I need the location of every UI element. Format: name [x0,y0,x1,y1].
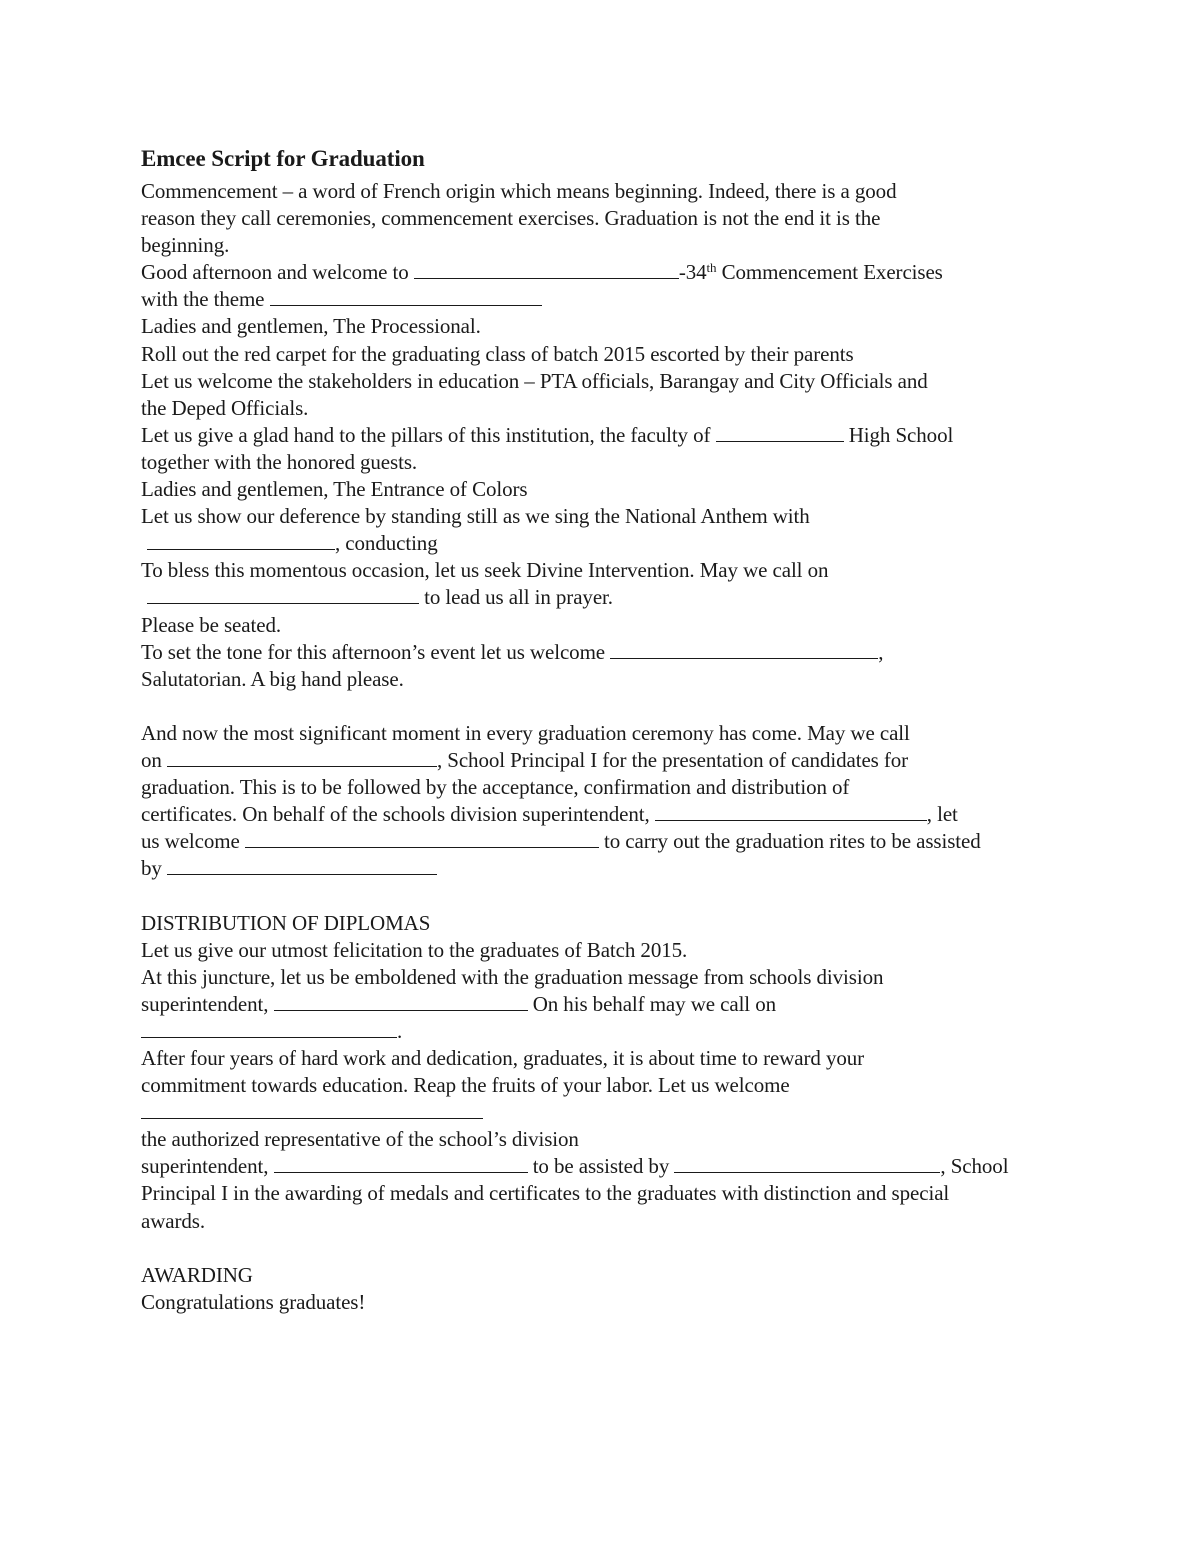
paragraph-line [141,855,1071,882]
paragraph-line [141,1153,1071,1180]
paragraph-line: After four years of hard work and dedication, graduates, it is about time to reward your [141,1046,865,1070]
fill-in-blank [141,1100,483,1119]
fill-in-blank [655,802,927,821]
paragraph-line: reason they call ceremonies, commencement exercises. Graduation is not the end it is the [141,206,881,231]
paragraph-line: beginning. [141,233,230,258]
paragraph-line: graduation. This is to be followed by the acceptance, confirmation and distribution of [141,775,850,800]
text-span: on [141,747,167,772]
fill-in-blank [674,1154,940,1173]
fill-in-blank [274,992,528,1011]
paragraph-line [141,286,1071,313]
superscript: th [706,260,717,276]
paragraph-line: Salutatorian. A big hand please. [141,666,404,691]
text-span: certificates. On behalf of the schools division superintendent, [141,802,655,827]
fill-in-blank [141,1019,397,1038]
text-span: us welcome [141,829,245,854]
paragraph-line: Let us welcome the stakeholders in education – PTA officials, Barangay and City Officials and [141,368,928,393]
document-page [141,140,1071,1316]
text-span: , School [940,1154,1009,1179]
paragraph-line: To bless this momentous occasion, let us seek Divine Intervention. May we call on [141,558,829,583]
paragraph-line: Congratulations graduates! [141,1289,366,1314]
text-span: Commencement Exercises [716,260,943,285]
paragraph-line: together with the honored guests. [141,449,418,474]
section-heading: AWARDING [141,1262,253,1287]
paragraph-line: the Deped Officials. [141,395,309,420]
fill-in-blank [270,287,542,306]
paragraph-line: Roll out the red carpet for the graduating class of batch 2015 escorted by their parents [141,341,854,366]
fill-in-blank [274,1154,528,1173]
text-span: , [878,639,884,664]
text-span: Let us give a glad hand to the pillars of this institution, the faculty of [141,422,716,447]
paragraph-line: Principal I in the awarding of medals and certificates to the graduates with distinction and special [141,1181,950,1206]
paragraph-line: Commencement – a word of French origin which means beginning. Indeed, there is a good [141,179,897,203]
fill-in-blank [610,640,878,659]
paragraph-line: Let us show our deference by standing still as we sing the National Anthem with [141,504,810,529]
fill-in-blank [716,423,844,442]
text-span: superintendent, [141,991,274,1016]
fill-in-blank [147,531,335,550]
paragraph-line [141,530,1071,557]
text-span: with the theme [141,287,270,312]
paragraph-line [141,747,1071,774]
fill-in-blank [167,748,437,767]
paragraph-line: Ladies and gentlemen, The Entrance of Colors [141,477,528,502]
text-span: , let [926,802,958,827]
fill-in-blank [414,260,679,279]
paragraph-line: And now the most significant moment in every graduation ceremony has come. May we call [141,720,910,745]
paragraph-line [141,991,1071,1018]
text-span: On his behalf may we call on [527,991,776,1016]
text-span: -34 [678,260,707,285]
text-span: to carry out the graduation rites to be assisted [598,829,981,854]
paragraph-line [141,801,1071,828]
paragraph-line [141,259,1071,286]
paragraph-spacer [141,1235,1071,1262]
text-span: Good afternoon and welcome to [141,260,414,285]
text-span: To set the tone for this afternoon’s event let us welcome [141,639,611,664]
text-span: superintendent, [141,1154,274,1179]
paragraph-line [141,1018,1071,1045]
paragraph-line [141,422,1071,449]
paragraph-line: Let us give our utmost felicitation to the graduates of Batch 2015. [141,937,688,962]
paragraph-line [141,584,1071,611]
paragraph-spacer [141,882,1071,909]
paragraph-line [141,1099,1071,1126]
document-title: Emcee Script for Graduation [141,146,425,171]
text-span: High School [843,422,954,447]
paragraph-line: the authorized representative of the school’s division [141,1127,579,1152]
paragraph-line: Please be seated. [141,612,281,637]
text-span: . [397,1018,403,1043]
fill-in-blank [245,829,599,848]
text-span: to be assisted by [527,1154,675,1179]
paragraph-line: commitment towards education. Reap the fruits of your labor. Let us welcome [141,1073,790,1098]
fill-in-blank [167,856,437,875]
paragraph-line: awards. [141,1208,206,1233]
paragraph-line [141,828,1071,855]
text-span: , School Principal I for the presentation of candidates for [436,747,909,772]
paragraph-line: At this juncture, let us be emboldened with the graduation message from schools division [141,964,884,989]
paragraph-line: Ladies and gentlemen, The Processional. [141,314,481,339]
section-heading: DISTRIBUTION OF DIPLOMAS [141,910,431,935]
paragraph-line [141,639,1071,666]
text-span: , conducting [335,531,438,556]
text-span: to lead us all in prayer. [419,585,613,610]
text-span: by [141,856,167,881]
fill-in-blank [147,585,419,604]
paragraph-spacer [141,693,1071,720]
